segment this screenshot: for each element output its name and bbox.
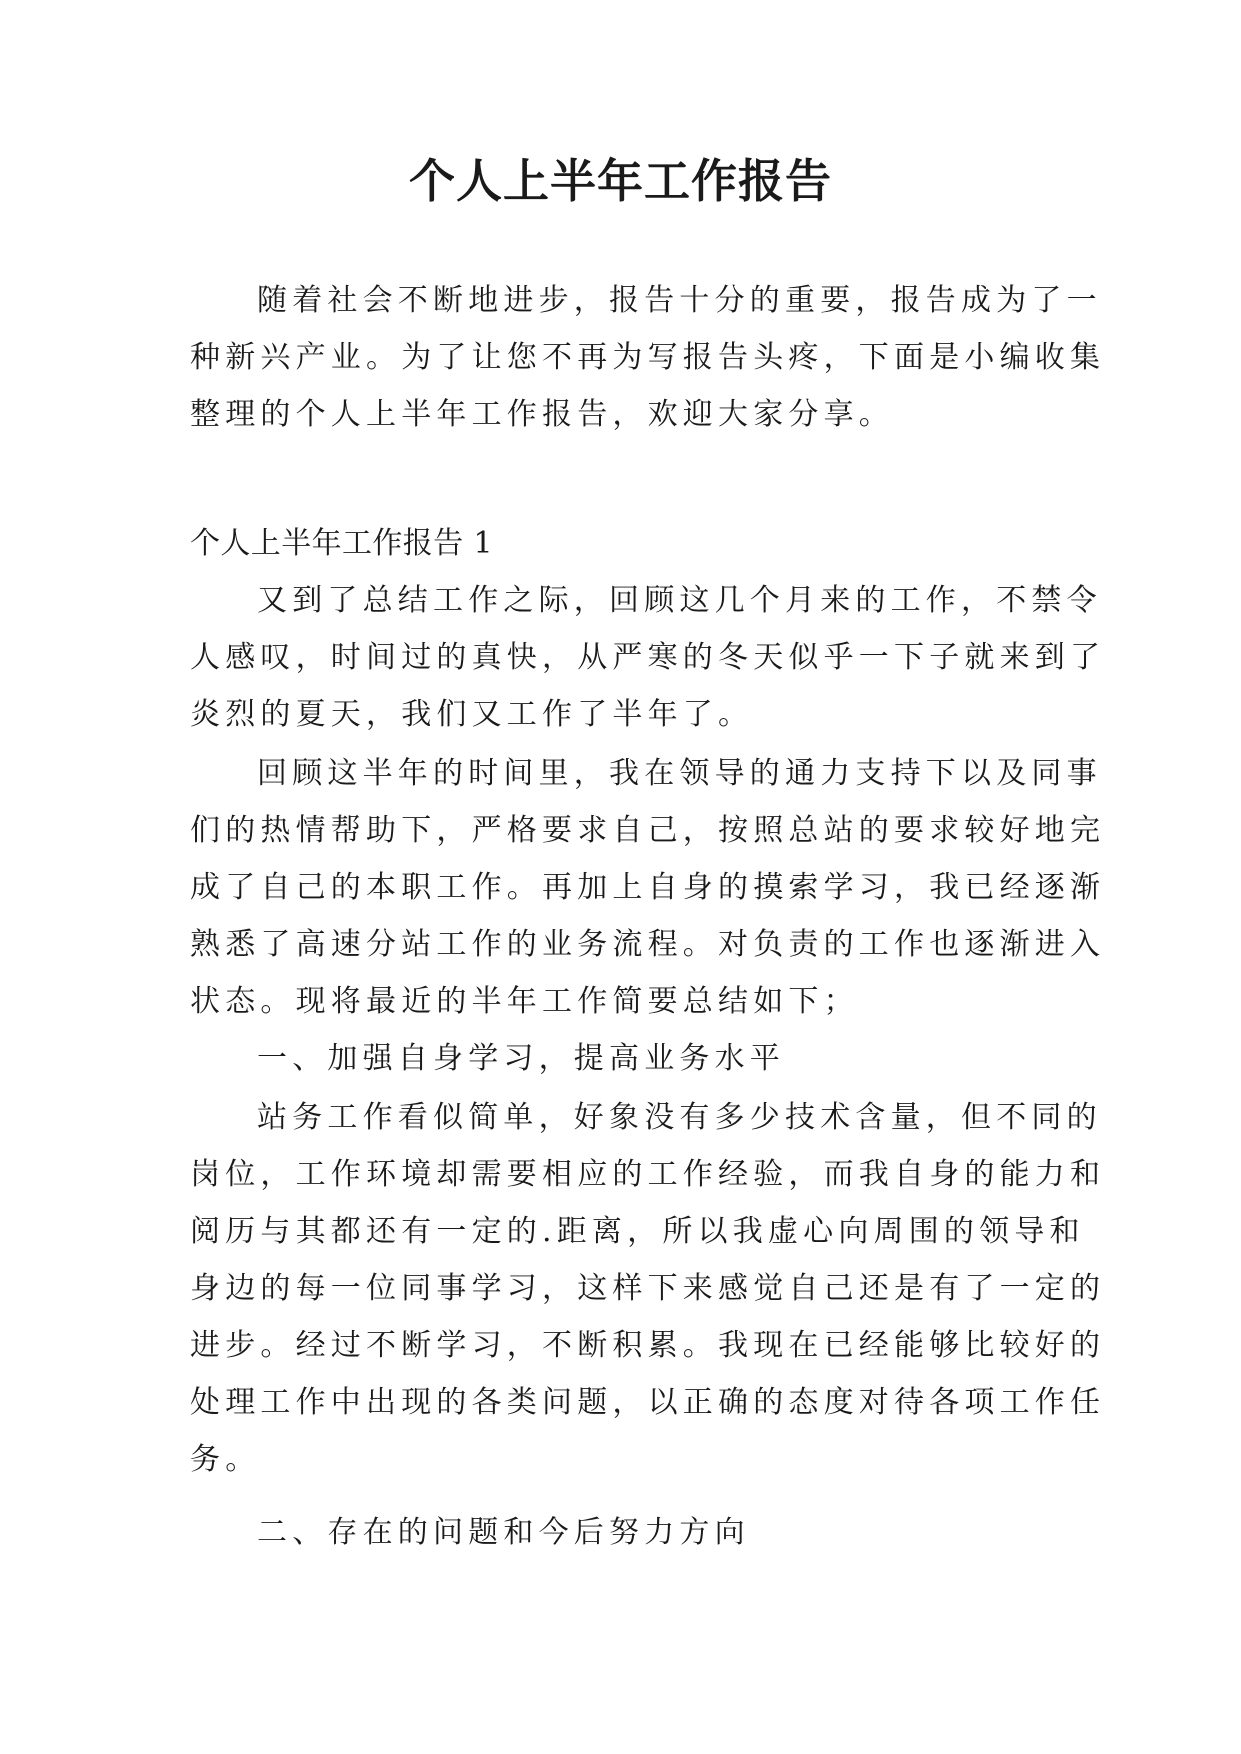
paragraph-line: 回顾这半年的时间里，我在领导的通力支持下以及同事 [257,756,1102,791]
document-title: 个人上半年工作报告 [409,154,832,208]
paragraph-line: 处理工作中出现的各类问题，以正确的态度对待各项工作任 [190,1385,1106,1420]
section-subtitle: 个人上半年工作报告 1 [190,526,494,561]
intro-line: 整理的个人上半年工作报告，欢迎大家分享。 [190,397,894,432]
paragraph-line: 务。 [190,1442,261,1477]
paragraph-line: 站务工作看似简单，好象没有多少技术含量，但不同的 [257,1100,1102,1135]
paragraph-line: 们的热情帮助下，严格要求自己，按照总站的要求较好地完 [190,813,1106,848]
paragraph-line: 进步。经过不断学习，不断积累。我现在已经能够比较好的 [190,1328,1106,1363]
intro-line: 随着社会不断地进步，报告十分的重要，报告成为了一 [257,283,1102,318]
paragraph-line: 阅历与其都还有一定的.距离，所以我虚心向周围的领导和 [190,1214,1085,1249]
paragraph-line: 成了自己的本职工作。再加上自身的摸索学习，我已经逐渐 [190,870,1106,905]
paragraph-line: 身边的每一位同事学习，这样下来感觉自己还是有了一定的 [190,1271,1106,1306]
paragraph-line: 人感叹，时间过的真快，从严寒的冬天似乎一下子就来到了 [190,640,1106,675]
paragraph-line: 熟悉了高速分站工作的业务流程。对负责的工作也逐渐进入 [190,927,1106,962]
paragraph-line: 炎烈的夏天，我们又工作了半年了。 [190,697,754,732]
section-heading: 一、加强自身学习，提高业务水平 [257,1041,785,1076]
section-heading: 二、存在的问题和今后努力方向 [257,1515,750,1550]
paragraph-line: 状态。现将最近的半年工作简要总结如下； [190,984,859,1019]
paragraph-line: 又到了总结工作之际，回顾这几个月来的工作，不禁令 [257,583,1102,618]
intro-line: 种新兴产业。为了让您不再为写报告头疼，下面是小编收集 [190,340,1106,375]
paragraph-line: 岗位，工作环境却需要相应的工作经验，而我自身的能力和 [190,1157,1106,1192]
